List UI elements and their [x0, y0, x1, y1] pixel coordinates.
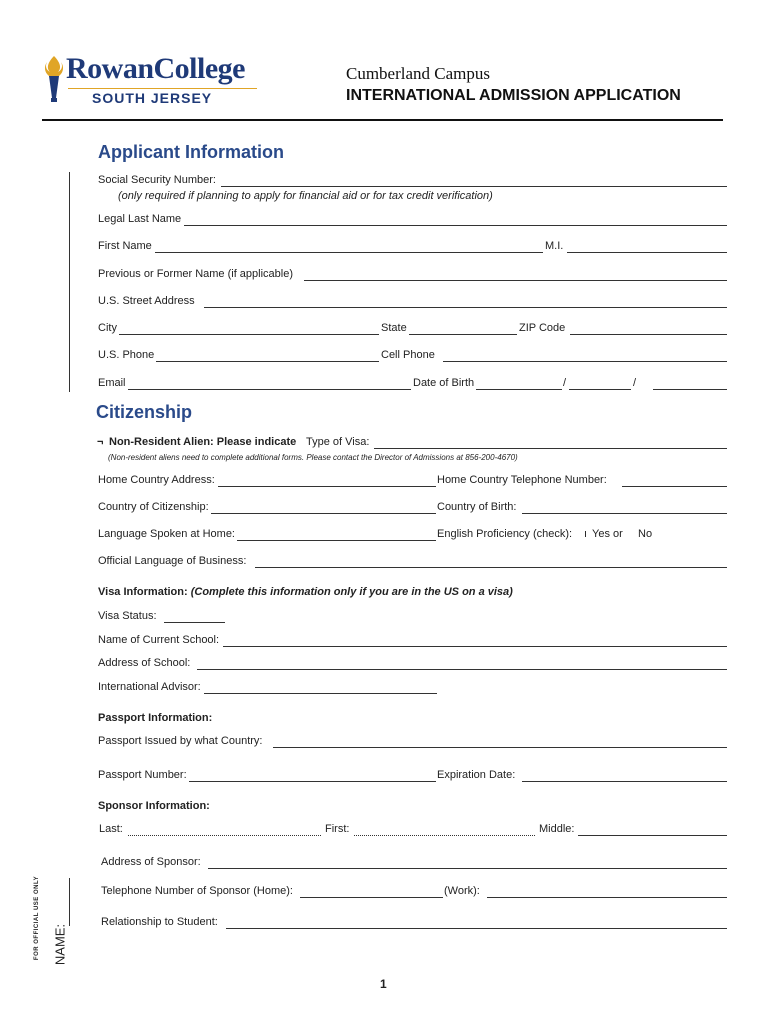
- city-field[interactable]: [119, 322, 379, 335]
- state-label: State: [381, 322, 407, 334]
- page-number: 1: [380, 977, 387, 991]
- relationship-field[interactable]: [226, 916, 727, 929]
- country-birth-label: Country of Birth:: [437, 501, 517, 513]
- home-address-field[interactable]: [218, 474, 436, 487]
- dob-sep-1: /: [563, 377, 567, 389]
- visa-heading-note: (Complete this information only if you are in the US on a visa): [190, 586, 513, 598]
- sponsor-work-field[interactable]: [487, 885, 727, 898]
- dob-year-field[interactable]: [653, 377, 727, 390]
- logo-rule: [68, 88, 257, 89]
- country-citizenship-field[interactable]: [211, 501, 436, 514]
- dob-day-field[interactable]: [569, 377, 631, 390]
- expiration-field[interactable]: [522, 769, 727, 782]
- language-home-label: Language Spoken at Home:: [98, 528, 235, 540]
- relationship-label: Relationship to Student:: [101, 916, 218, 928]
- street-label: U.S. Street Address: [98, 295, 195, 307]
- zip-field[interactable]: [570, 322, 727, 335]
- home-phone-field[interactable]: [622, 474, 727, 487]
- logo-main-text: RowanCollege: [66, 52, 245, 85]
- yes-label: Yes or: [592, 528, 623, 540]
- citizenship-heading: Citizenship: [96, 402, 193, 422]
- visa-type-label: Type of Visa:: [306, 436, 370, 448]
- sponsor-last-field[interactable]: [128, 823, 321, 836]
- official-use-text: FOR OFFICIAL USE ONLY: [34, 875, 40, 961]
- cell-phone-label: Cell Phone: [381, 349, 435, 361]
- home-phone-label: Home Country Telephone Number:: [437, 474, 607, 486]
- logo: [42, 52, 257, 108]
- torch-icon: [42, 54, 66, 104]
- current-school-field[interactable]: [223, 634, 727, 647]
- country-birth-field[interactable]: [522, 501, 727, 514]
- passport-number-label: Passport Number:: [98, 769, 187, 781]
- sponsor-address-field[interactable]: [208, 856, 727, 869]
- last-name-field[interactable]: [184, 213, 727, 226]
- official-language-label: Official Language of Business:: [98, 555, 247, 567]
- former-name-label: Previous or Former Name (if applicable): [98, 268, 294, 280]
- school-address-field[interactable]: [197, 657, 727, 670]
- form-title: INTERNATIONAL ADMISSION APPLICATION: [346, 87, 681, 104]
- former-name-field[interactable]: [304, 268, 727, 281]
- us-phone-field[interactable]: [156, 349, 379, 362]
- side-name-label: NAME:: [52, 923, 68, 966]
- visa-heading-bold: Visa Information:: [98, 586, 188, 598]
- visa-status-label: Visa Status:: [98, 610, 157, 622]
- visa-heading: [98, 586, 513, 598]
- first-name-label: First Name: [98, 240, 152, 252]
- home-address-label: Home Country Address:: [98, 474, 215, 486]
- visa-type-field[interactable]: [374, 436, 727, 449]
- logo-sub-text: SOUTH JERSEY: [92, 90, 213, 106]
- sponsor-first-label: First:: [325, 823, 350, 835]
- dob-sep-2: /: [633, 377, 637, 389]
- email-field[interactable]: [128, 377, 411, 390]
- school-address-label: Address of School:: [98, 657, 191, 669]
- advisor-label: International Advisor:: [98, 681, 201, 693]
- visa-status-field[interactable]: [164, 610, 225, 623]
- state-field[interactable]: [409, 322, 517, 335]
- email-label: Email: [98, 377, 126, 389]
- ssn-field[interactable]: [221, 174, 727, 187]
- sponsor-last-label: Last:: [99, 823, 123, 835]
- country-citizenship-label: Country of Citizenship:: [98, 501, 209, 513]
- sponsor-middle-field[interactable]: [578, 823, 727, 836]
- passport-country-field[interactable]: [273, 735, 727, 748]
- street-field[interactable]: [204, 295, 727, 308]
- mi-field[interactable]: [567, 240, 727, 253]
- applicant-heading: Applicant Information: [98, 142, 284, 162]
- us-phone-label: U.S. Phone: [98, 349, 155, 361]
- zip-label: ZIP Code: [519, 322, 566, 334]
- ssn-note: (only required if planning to apply for financial aid or for tax credit verification): [118, 190, 493, 202]
- cell-phone-field[interactable]: [443, 349, 727, 362]
- sponsor-address-label: Address of Sponsor:: [101, 856, 201, 868]
- header-rule: [42, 119, 723, 121]
- sponsor-heading: Sponsor Information:: [98, 800, 210, 812]
- sponsor-phone-field[interactable]: [300, 885, 443, 898]
- yes-checkbox[interactable]: ı: [584, 528, 588, 540]
- mi-label: M.I.: [545, 240, 564, 252]
- sponsor-phone-label: Telephone Number of Sponsor (Home):: [101, 885, 293, 897]
- nonresident-checkbox[interactable]: ¬: [97, 436, 104, 448]
- current-school-label: Name of Current School:: [98, 634, 220, 646]
- language-home-field[interactable]: [237, 528, 436, 541]
- nonresident-label: Non-Resident Alien: Please indicate: [109, 436, 297, 448]
- side-name-line[interactable]: [69, 878, 70, 926]
- sponsor-first-field[interactable]: [354, 823, 535, 836]
- expiration-label: Expiration Date:: [437, 769, 516, 781]
- campus-name: Cumberland Campus: [346, 64, 491, 83]
- official-language-field[interactable]: [255, 555, 727, 568]
- ssn-label: Social Security Number:: [98, 174, 216, 186]
- no-label[interactable]: No: [638, 528, 653, 540]
- nonresident-note: (Non-resident aliens need to complete additional forms. Please contact the Director of Admissions at 856-200-4670): [108, 453, 518, 462]
- dob-label: Date of Birth: [413, 377, 475, 389]
- sponsor-middle-label: Middle:: [539, 823, 575, 835]
- english-prof-label: English Proficiency (check):: [437, 528, 573, 540]
- first-name-field[interactable]: [155, 240, 543, 253]
- city-label: City: [98, 322, 117, 334]
- left-margin-rule: [69, 172, 70, 392]
- advisor-field[interactable]: [204, 681, 437, 694]
- passport-country-label: Passport Issued by what Country:: [98, 735, 263, 747]
- last-name-label: Legal Last Name: [98, 213, 182, 225]
- passport-number-field[interactable]: [189, 769, 436, 782]
- dob-month-field[interactable]: [476, 377, 562, 390]
- passport-heading: Passport Information:: [98, 712, 213, 724]
- sponsor-work-label: (Work):: [444, 885, 480, 897]
